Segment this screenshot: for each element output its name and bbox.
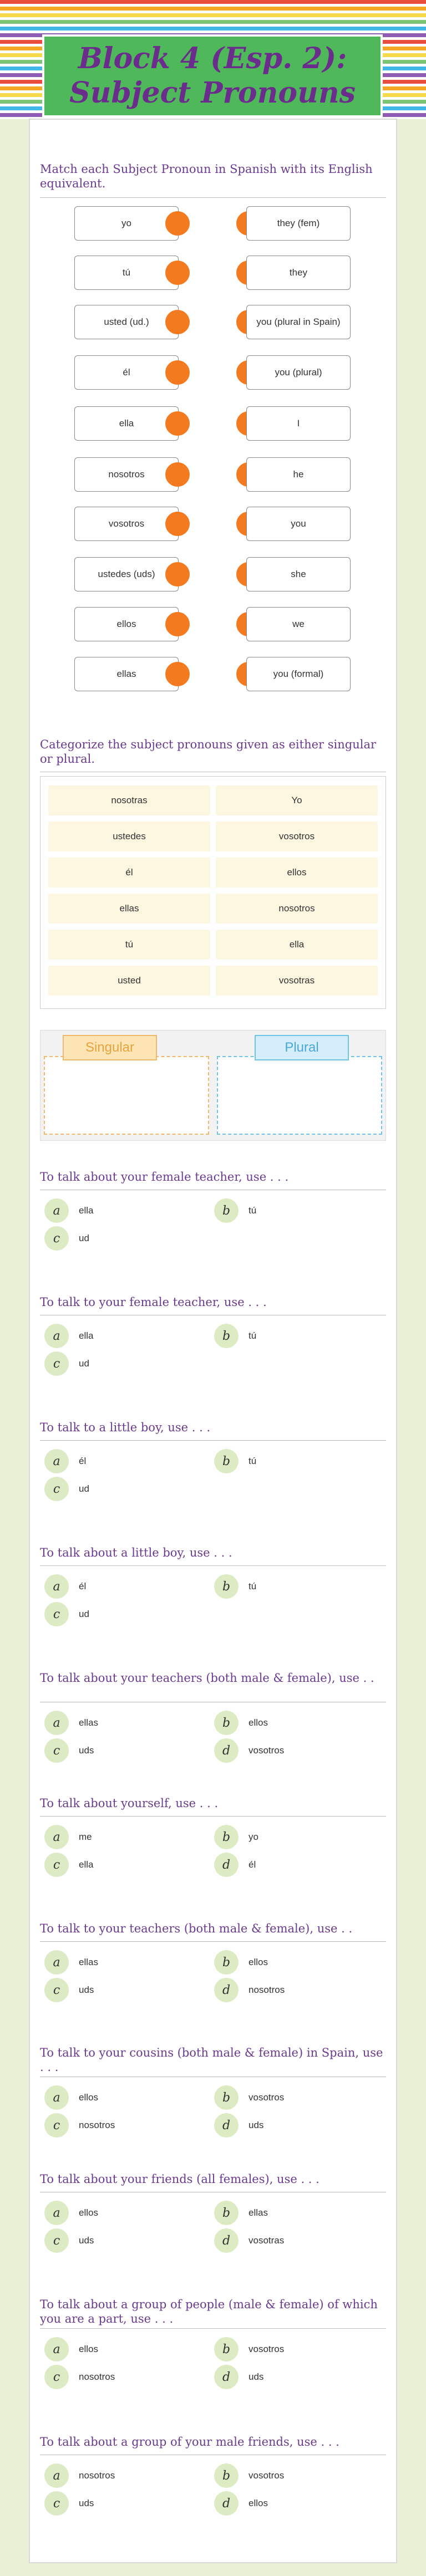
categorize-item[interactable]: ustedes [48,822,210,851]
option-text[interactable]: ellas [79,1957,98,1967]
categorize-item[interactable]: ella [216,930,378,960]
match-left-item[interactable]: ellas [74,657,179,691]
match-left-connector[interactable] [165,512,190,536]
option-text[interactable]: nosotros [248,1985,285,1995]
option-text[interactable]: nosotros [79,2470,115,2481]
option-letter-badge[interactable]: b [214,2201,239,2225]
option-letter-badge[interactable]: d [214,1853,239,1877]
question-prompt: To talk about your teachers (both male & female), use . . [40,1671,374,1685]
match-left-item[interactable]: vosotros [74,507,179,541]
option-letter-badge[interactable]: b [214,1198,239,1223]
question-prompt: To talk to your teachers (both male & female), use . . [40,1922,353,1935]
option-text[interactable]: uds [248,2120,264,2130]
match-right-item[interactable]: you (plural in Spain) [246,305,351,339]
option-letter-badge[interactable]: a [44,1449,69,1473]
option-letter-badge[interactable]: b [214,1324,239,1348]
question-prompt: To talk about a little boy, use . . . [40,1546,232,1559]
plural-bin[interactable] [217,1056,382,1135]
option-text[interactable]: ellos [79,2344,98,2354]
option-letter-badge[interactable]: d [214,2228,239,2253]
option-text[interactable]: nosotros [79,2120,115,2130]
match-right-item[interactable]: they [246,256,351,290]
match-left-item[interactable]: él [74,355,179,390]
option-letter-badge[interactable]: a [44,1825,69,1849]
option-text[interactable]: uds [79,2498,94,2508]
singular-label: Singular [63,1035,157,1060]
match-right-item[interactable]: we [246,607,351,641]
option-text[interactable]: ud [79,1233,89,1243]
categorize-item[interactable]: tú [48,930,210,960]
option-letter-badge[interactable]: a [44,2337,69,2361]
question-divider [40,1816,386,1817]
match-right-item[interactable]: I [246,406,351,441]
option-letter-badge[interactable]: a [44,2463,69,2488]
categorize-item[interactable]: ellos [216,858,378,887]
option-letter-badge[interactable]: c [44,1351,69,1376]
match-left-item[interactable]: ustedes (uds) [74,557,179,591]
option-text[interactable]: tú [248,1581,257,1591]
match-left-connector[interactable] [165,612,190,636]
match-left-item[interactable]: tú [74,256,179,290]
option-letter-badge[interactable]: a [44,1711,69,1735]
categorize-item[interactable]: nosotras [48,785,210,815]
option-text[interactable]: vosotros [248,1745,285,1756]
category-bins [40,1030,386,1141]
option-text[interactable]: ud [79,1358,89,1369]
option-text[interactable]: ellas [79,1717,98,1728]
option-letter-badge[interactable]: d [214,1978,239,2002]
option-letter-badge[interactable]: c [44,2228,69,2253]
option-text[interactable]: ella [79,1330,94,1341]
option-letter-badge[interactable]: c [44,2113,69,2138]
categorize-item[interactable]: él [48,858,210,887]
page-title: Block 4 (Esp. 2): Subject Pronouns [69,42,356,110]
match-left-item[interactable]: ella [74,406,179,441]
option-text[interactable]: ud [79,1483,89,1494]
option-letter-badge[interactable]: d [214,2365,239,2389]
option-letter-badge[interactable]: d [214,2491,239,2516]
option-letter-badge[interactable]: c [44,1853,69,1877]
option-text[interactable]: ellos [79,2092,98,2103]
option-letter-badge[interactable]: b [214,2463,239,2488]
option-text[interactable]: vosotras [248,2235,285,2246]
option-letter-badge[interactable]: a [44,1950,69,1975]
question-prompt: To talk to your cousins (both male & female) in Spain, use . . . [40,2046,383,2074]
question-prompt: To talk about your friends (all females), use . . . [40,2172,320,2186]
option-text[interactable]: uds [79,1745,94,1756]
match-left-item[interactable]: yo [74,206,179,241]
match-left-connector[interactable] [165,462,190,487]
option-text[interactable]: vosotros [248,2344,285,2354]
question-prompt: To talk about yourself, use . . . [40,1797,219,1810]
question-prompt: To talk about a group of people (male & female) of which you are a part, use . . . [40,2298,378,2325]
option-letter-badge[interactable]: d [214,2113,239,2138]
option-text[interactable]: tú [248,1456,257,1466]
question-divider [40,1440,386,1441]
categorize-prompt: Categorize the subject pronouns given as either singular or plural. [40,738,377,766]
match-left-item[interactable]: ellos [74,607,179,641]
option-letter-badge[interactable]: c [44,2365,69,2389]
question-prompt: To talk to a little boy, use . . . [40,1421,211,1434]
match-left-connector[interactable] [165,411,190,436]
option-letter-badge[interactable]: b [214,1449,239,1473]
option-text[interactable]: ella [79,1205,94,1216]
question-divider [40,1941,386,1942]
option-text[interactable]: él [79,1456,87,1466]
option-letter-badge[interactable]: b [214,2085,239,2110]
option-text[interactable]: uds [248,2371,264,2382]
option-letter-badge[interactable]: b [214,2337,239,2361]
matching-prompt: Match each Subject Pronoun in Spanish with its English equivalent. [40,162,373,190]
question-prompt: To talk about a group of your male friends, use . . . [40,2435,339,2449]
option-text[interactable]: ellos [248,1717,268,1728]
option-letter-badge[interactable]: c [44,1738,69,1763]
option-text[interactable]: me [79,1832,92,1842]
match-right-item[interactable]: you (formal) [246,657,351,691]
option-letter-badge[interactable]: a [44,1324,69,1348]
option-text[interactable]: nosotros [79,2371,115,2382]
categorize-item[interactable]: usted [48,966,210,996]
categorize-item[interactable]: ellas [48,894,210,924]
singular-bin[interactable] [44,1056,209,1135]
match-right-item[interactable]: you [246,507,351,541]
question-prompt: To talk about your female teacher, use . . . [40,1170,289,1184]
question-divider [40,2328,386,2329]
option-text[interactable]: vosotros [248,2092,285,2103]
match-right-item[interactable]: she [246,557,351,591]
match-left-connector[interactable] [165,211,190,236]
option-letter-badge[interactable]: a [44,1574,69,1599]
plural-label: Plural [255,1035,349,1060]
option-letter-badge[interactable]: c [44,1602,69,1626]
option-text[interactable]: uds [79,2235,94,2246]
option-text[interactable]: ellos [248,2498,268,2508]
option-letter-badge[interactable]: c [44,2491,69,2516]
question-prompt: To talk to your female teacher, use . . . [40,1295,267,1309]
option-letter-badge[interactable]: a [44,1198,69,1223]
option-letter-badge[interactable]: a [44,2201,69,2225]
option-letter-badge[interactable]: d [214,1738,239,1763]
option-text[interactable]: ellas [248,2207,268,2218]
option-text[interactable]: él [79,1581,87,1591]
option-letter-badge[interactable]: b [214,1825,239,1849]
option-letter-badge[interactable]: b [214,1574,239,1599]
title-banner [42,34,383,118]
option-text[interactable]: tú [248,1330,257,1341]
option-letter-badge[interactable]: c [44,1477,69,1501]
option-text[interactable]: ud [79,1609,89,1619]
option-text[interactable]: ellos [248,1957,268,1967]
option-letter-badge[interactable]: c [44,1226,69,1251]
option-text[interactable]: ellos [79,2207,98,2218]
match-left-connector[interactable] [165,310,190,334]
option-text[interactable]: yo [248,1832,258,1842]
option-letter-badge[interactable]: b [214,1711,239,1735]
option-letter-badge[interactable]: c [44,1978,69,2002]
match-right-item[interactable]: he [246,457,351,492]
categorize-item-pool [40,776,386,1009]
match-left-item[interactable]: nosotros [74,457,179,492]
match-left-connector[interactable] [165,662,190,686]
question-divider [40,1565,386,1566]
categorize-item[interactable]: Yo [216,785,378,815]
option-text[interactable]: él [248,1859,256,1870]
match-left-connector[interactable] [165,261,190,285]
match-right-item[interactable]: they (fem) [246,206,351,241]
match-left-connector[interactable] [165,562,190,586]
option-text[interactable]: vosotros [248,2470,285,2481]
option-text[interactable]: tú [248,1205,257,1216]
categorize-item[interactable]: vosotras [216,966,378,996]
option-text[interactable]: uds [79,1985,94,1995]
option-letter-badge[interactable]: a [44,2085,69,2110]
match-left-connector[interactable] [165,360,190,385]
option-text[interactable]: ella [79,1859,94,1870]
categorize-item[interactable]: vosotros [216,822,378,851]
categorize-item[interactable]: nosotros [216,894,378,924]
match-left-item[interactable]: usted (ud.) [74,305,179,339]
option-letter-badge[interactable]: b [214,1950,239,1975]
match-right-item[interactable]: you (plural) [246,355,351,390]
matching-divider [40,197,386,198]
